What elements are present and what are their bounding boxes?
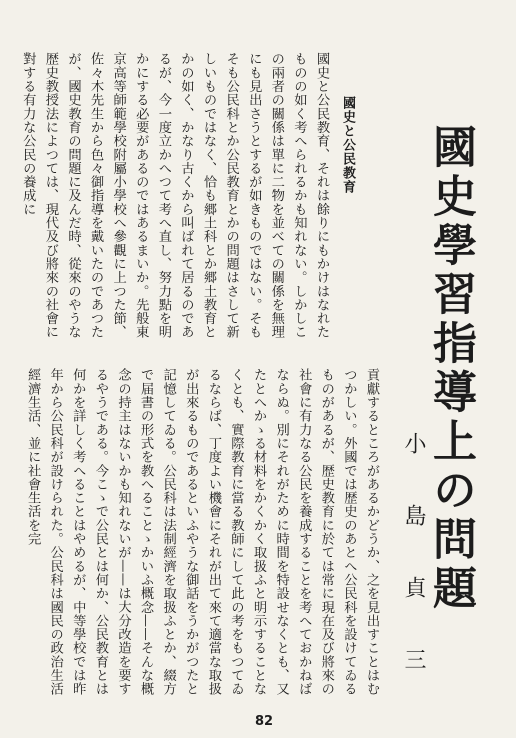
section-heading: 國史と公民教育 <box>340 96 355 194</box>
body-text-upper: 國史と公民教育、それは餘りにもかけはなれたものの如く考へられるかも知れない。しかしこの兩者の關係は單に二物を並べての關係を無理にも見出さうとするが如きものではない。そもそも公民科とか公民教育とかの問題はさして新しいものではなく、恰も郷土科とか郷土教育とかの如く、かなり古くから叫ばれて居るのであるが、今一度立かへつて考へ直し、努力點を明かにする必要があるのではあるまいか。先般東京高等師範學校附屬小學校へ參觀に上つた節、佐々木先生から色々御指導を戴いたのであつたが、國史教育の問題に及んだ時、從來のやうな歴史教授法によつては、現代及び將來の社會に對する有力な公民の養成に <box>20 52 329 339</box>
author-name: 小島貞三 <box>401 432 426 720</box>
body-text-lower: 貢獻するところがあるかどうか、之を見出すことはむつかしい。外國では歴史のあとへ公民科を設けてゐるものがあるが、歴史教育に於ては常に現在及び將來の社會に有力なる公民を養成することを考へておかねばならぬ。別にそれがために時間を特設せなくとも、又たとへかゝる材料をかくかく取扱ふと明示することなくとも、實際教育に當る教師にして此の考をもつてゐるならば、丁度よい機會にそれが出て來て適當な取扱が出來るものであるといふやうな御話をうかがつたと記憶してゐる。公民科は法制經濟を取扱ふとか、綴方で届書の形式を教へることゝかいふ概念——そんな概念の持主はないかも知れないが——は大分改造を要するやうである。今こゝで公民とは何か、公民教育とは何かを詳しく考へることはやめるが、中等學校では昨年から公民科が設けられた。公民科は國民の政治生活經濟生活、並に社會生活を完 <box>25 368 379 696</box>
page-number: 82 <box>254 714 274 729</box>
main-title: 國史學習指導上の問題 <box>425 124 476 614</box>
